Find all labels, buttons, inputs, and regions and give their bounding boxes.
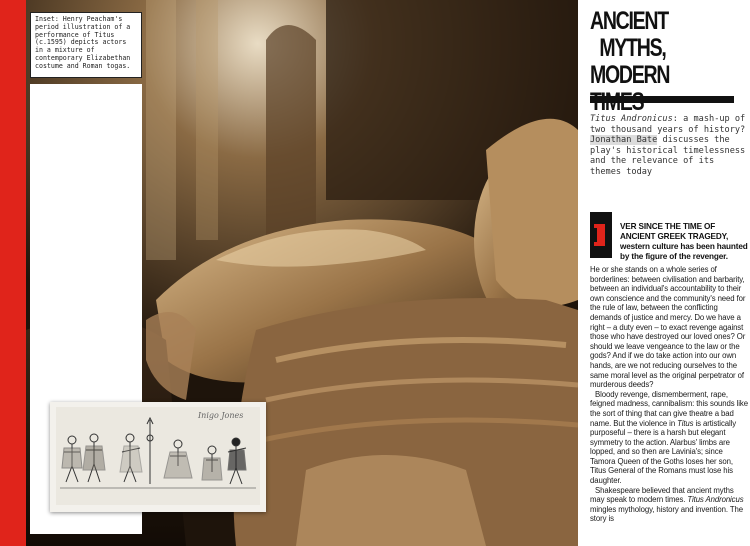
standfirst-play-title: Titus Andronicus [590,114,673,124]
red-accent-bar [0,0,26,546]
headline-rule [590,96,734,103]
standfirst [590,114,748,178]
body-paragraph-3 [590,486,748,524]
body-paragraph-1: He or she stands on a whole series of borderlines: between civilisation and barbarity, between an individual's accountability to their own conscience and the community's need for the rule of law, between the conflicting demands of justice and mercy. Do we have a right – a duty even – to exact revenge against those who have destroyed our loved ones? Or should we leave vengeance to the law or the gods? And if we do take action into our own hands, are we not reducing ourselves to the same moral level as the original perpetrator of murderous deeds? [590,265,746,390]
standfirst-author: Jonathan Bate [590,135,658,146]
body-p2-b: is artistically purposeful – there is a harsh but elegant symmetry to the action. Alarbus' limbs are lopped, and so then are Lavinia's; since Tamora Queen of the Goths loses her son, Titus General of the Romans must lose his daughter. [590,418,737,486]
body-text [590,265,748,524]
inset-caption: Inset: Henry Peacham's period illustration of a performance of Titus (c.1595) depicts actors in a mixture of contemporary Elizabethan costume and Roman togas. [35,15,131,70]
body-p3-a: Shakespeare believed that ancient myths may speak to modern times. [590,485,734,505]
body-p2-italic: Titus [677,418,694,428]
body-paragraph-2 [590,390,748,486]
lead-paragraph: VER SINCE THE TIME OF ANCIENT GREEK TRAGEDY, western culture has been haunted by the figure of the revenger. [620,222,748,261]
headline-line-3: MODERN [590,61,670,89]
drop-cap-e [590,212,612,258]
inset-caption-box [30,12,142,78]
headline-line-2: MYTHS, [599,34,666,62]
peacham-drawing-inset [50,402,266,512]
body-p3-italic: Titus Andronicus [687,495,744,505]
body-p2-a: Bloody revenge, dismemberment, rape, feigned madness, cannibalism: this sounds like the sort of thing that can give theatre a bad name. But the violence in [590,389,748,428]
inset-image-caption: Inigo Jones [198,411,244,420]
body-p3-b: mingles mythology, history and invention. The story is [590,504,743,524]
drop-cap-glyph [597,224,605,246]
headline-line-1: ANCIENT [590,7,668,35]
standfirst-text-2: discusses the play's historical timelessness and the relevance of its themes today [590,135,746,177]
standfirst-text-1: : a mash-up of two thousand years of history? [590,114,746,135]
